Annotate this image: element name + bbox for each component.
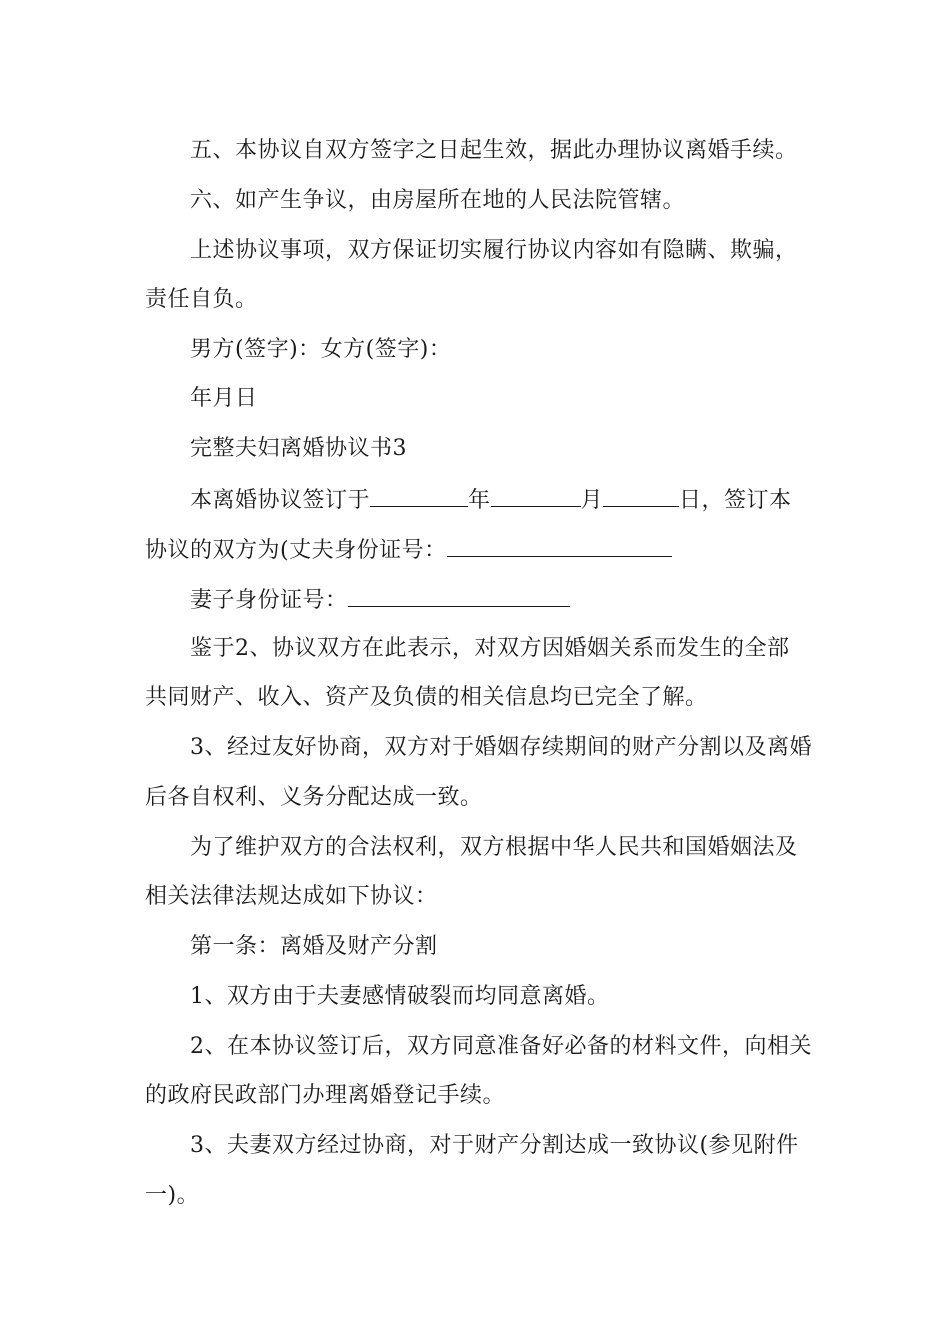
paragraph-negotiation-cont: 后各自权利、义务分配达成一致。 [145, 785, 483, 810]
article-1-item-2-cont: 的政府民政部门办理离婚登记手续。 [145, 1083, 506, 1108]
date-line-prefix: 本离婚协议签订于 [190, 488, 371, 513]
agreement-date-line [190, 484, 792, 516]
wife-id-line [190, 584, 570, 616]
paragraph-rights-cont: 相关法律法规达成如下协议： [145, 884, 438, 909]
section-title: 完整夫妇离婚协议书3 [190, 436, 407, 461]
husband-id-label: 协议的双方为(丈夫身份证号： [145, 538, 447, 563]
article-1-item-2: 2、在本协议签订后，双方同意准备好必备的材料文件，向相关 [190, 1034, 812, 1059]
article-1-item-3-cont: 一)。 [145, 1183, 200, 1208]
husband-id-blank[interactable] [447, 534, 672, 557]
date-line-month: 月 [580, 488, 604, 513]
article-1-heading: 第一条：离婚及财产分割 [190, 934, 438, 959]
date-placeholder: 年月日 [190, 386, 258, 411]
paragraph-rights: 为了维护双方的合法权利，双方根据中华人民共和国婚姻法及 [190, 835, 798, 860]
paragraph-guarantee: 上述协议事项，双方保证切实履行协议内容如有隐瞒、欺骗， [190, 238, 798, 263]
wife-id-blank[interactable] [348, 584, 570, 607]
paragraph-whereas-cont: 共同财产、收入、资产及负债的相关信息均已完全了解。 [145, 685, 708, 710]
husband-id-line [145, 534, 672, 566]
paragraph-guarantee-cont: 责任自负。 [145, 287, 258, 312]
paragraph-clause-6: 六、如产生争议，由房屋所在地的人民法院管辖。 [190, 188, 686, 213]
paragraph-whereas: 鉴于2、协议双方在此表示，对双方因婚姻关系而发生的全部 [190, 636, 790, 661]
year-blank[interactable] [370, 484, 468, 507]
date-line-year: 年 [468, 488, 491, 513]
day-blank[interactable] [603, 484, 679, 507]
article-1-item-3: 3、夫妻双方经过协商，对于财产分割达成一致协议(参见附件 [190, 1133, 799, 1158]
wife-id-label: 妻子身份证号： [190, 588, 348, 613]
signature-line: 男方(签字)：女方(签字)： [190, 337, 452, 362]
date-line-day-suffix: 日，签订本 [679, 488, 792, 513]
month-blank[interactable] [491, 484, 581, 507]
paragraph-negotiation: 3、经过友好协商，双方对于婚姻存续期间的财产分割以及离婚 [190, 735, 812, 760]
article-1-item-1: 1、双方由于夫妻感情破裂而均同意离婚。 [190, 984, 610, 1009]
paragraph-clause-5: 五、本协议自双方签字之日起生效，据此办理协议离婚手续。 [190, 138, 798, 163]
